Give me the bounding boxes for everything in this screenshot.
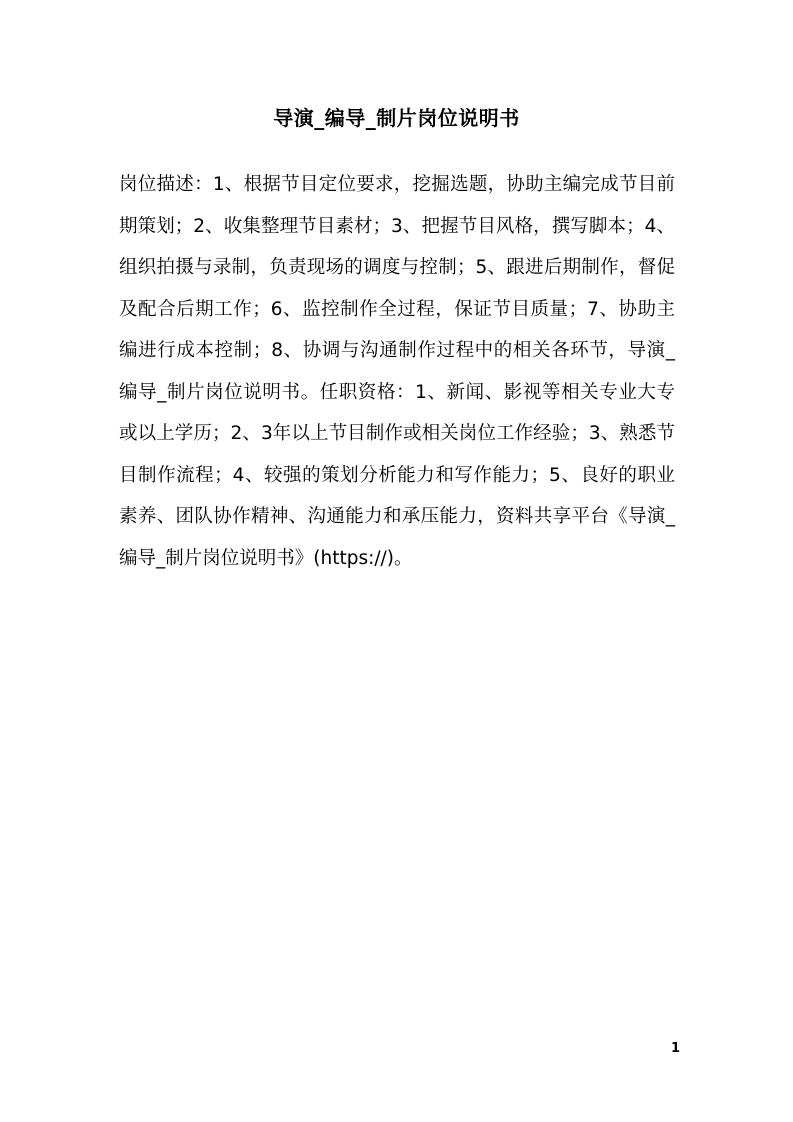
document-body-paragraph: 岗位描述：1、根据节目定位要求，挖掘选题，协助主编完成节目前期策划；2、收集整理节目素材；3、把握节目风格，撰写脚本；4、组织拍摄与录制，负责现场的调度与控制；5、跟进后期制作，督促及配合后期工作；6、监控制作全过程，保证节目质量；7、协助主编进行成本控制；8、协调与沟通制作过程中的相关各环节，导演_编导_制片岗位说明书。任职资格：1、新闻、影视等相关专业大专或以上学历；2、3年以上节目制作或相关岗位工作经验；3、熟悉节目制作流程；4、较强的策划分析能力和写作能力；5、良好的职业素养、团队协作精神、沟通能力和承压能力，资料共享平台《导演_编导_制片岗位说明书》(https://)。 (119, 174, 675, 569)
document-title: 导演_编导_制片岗位说明书 (273, 106, 520, 130)
page-number: 1 (670, 1041, 680, 1056)
